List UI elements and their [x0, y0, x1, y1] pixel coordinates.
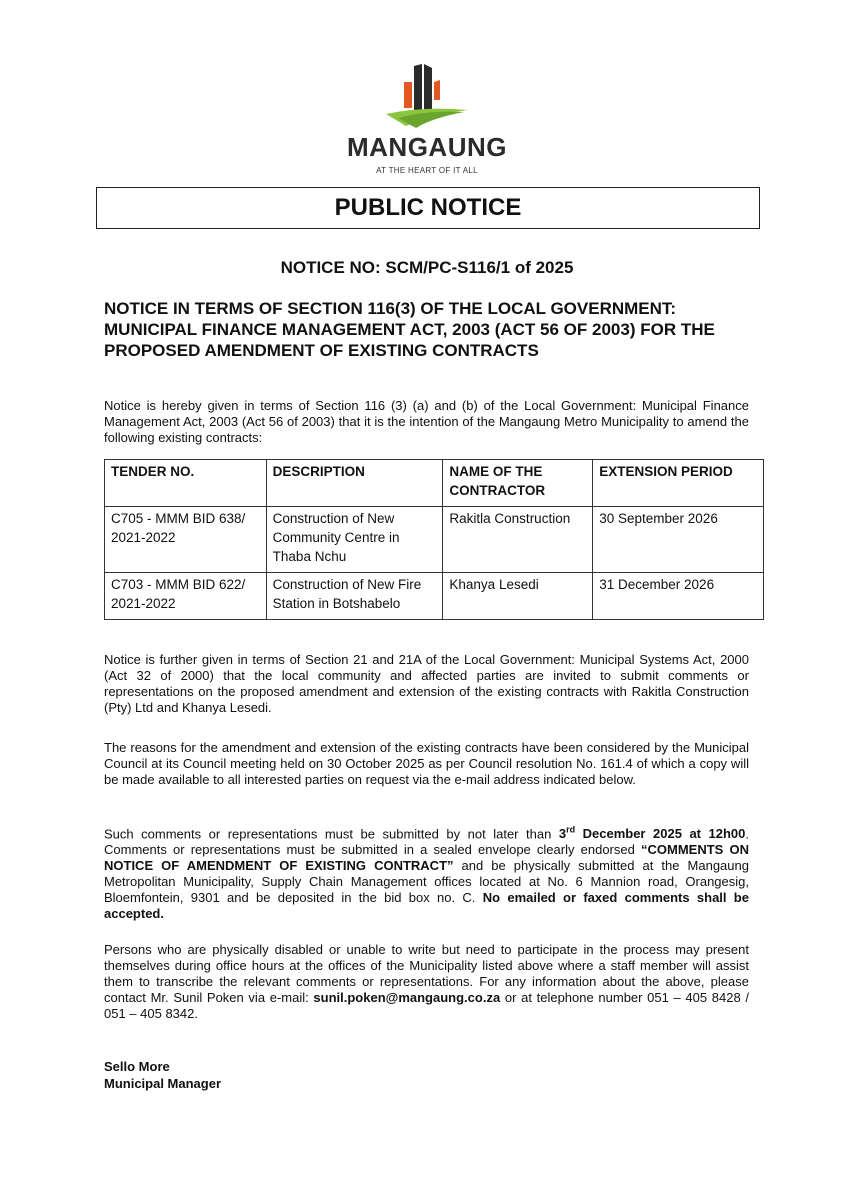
municipal-systems-paragraph: Notice is further given in terms of Section 21 and 21A of the Local Government: Municipal Systems Act, 2000 (Act 32 of 2000) that the local community and affected parties are invited to submit comments or representations on the proposed amendment and extension of the existing contracts with Rakitla Construction (Pty) Ltd and Khanya Lesedi. — [104, 652, 749, 715]
signature-block — [104, 1058, 221, 1092]
cell-extension-period: 30 September 2026 — [593, 507, 764, 573]
cell-description: Construction of New Community Centre in Thaba Nchu — [266, 507, 443, 573]
contracts-table — [104, 459, 764, 620]
header-description: DESCRIPTION — [266, 460, 443, 507]
deadline: 3rd December 2025 at 12h00 — [558, 825, 746, 842]
cell-tender-no: C705 - MMM BID 638/ 2021-2022 — [105, 507, 267, 573]
endorsement-text: “COMMENTS ON NOTICE OF AMENDMENT OF EXISTING CONTRACT” — [104, 842, 749, 874]
table-header-row — [105, 460, 764, 507]
cell-description: Construction of New Fire Station in Botshabelo — [266, 573, 443, 620]
table-row — [105, 507, 764, 573]
signatory-name: Sello More — [104, 1059, 170, 1074]
brand-tagline: AT THE HEART OF IT ALL — [376, 166, 478, 175]
mangaung-logo — [320, 52, 534, 182]
intro-paragraph: Notice is hereby given in terms of Section 116 (3) (a) and (b) of the Local Government: Municipal Finance Management Act, 2003 (Act 56 of 2003) that it is the intention of the Mangaung Metro Municipality to amend the following existing contracts: — [104, 398, 749, 445]
cell-contractor: Rakitla Construction — [443, 507, 593, 573]
notice-number: NOTICE NO: SCM/PC-S116/1 of 2025 — [280, 258, 574, 277]
no-email-warning: No emailed or faxed comments shall be accepted. — [104, 890, 749, 922]
notice-heading: NOTICE IN TERMS OF SECTION 116(3) OF THE LOCAL GOVERNMENT: MUNICIPAL FINANCE MANAGEMENT ACT, 2003 (ACT 56 OF 2003) FOR THE PROPOSED AMENDMENT OF EXISTING CONTRACTS — [104, 299, 715, 360]
cell-contractor: Khanya Lesedi — [443, 573, 593, 620]
header-extension-period: EXTENSION PERIOD — [593, 460, 764, 507]
contact-email-link[interactable]: sunil.poken@mangaung.co.za — [313, 990, 501, 1005]
header-contractor: NAME OF THE CONTRACTOR — [443, 460, 593, 507]
header-tender-no: TENDER NO. — [105, 460, 267, 507]
signatory-role: Municipal Manager — [104, 1076, 222, 1091]
skyline-logo-icon — [376, 52, 476, 132]
brand-name: MANGAUNG — [347, 132, 507, 162]
contact-paragraph: Persons who are physically disabled or unable to write but need to participate in the process may present themselves during office hours at the offices of the Municipality listed above where a staff member will assist them to transcribe the relevant comments or representations. For any information about the above, please contact Mr. Sunil Poken via e-mail: sunil.poken@mangaung.co.za or at telephone number 051 – 405 8428 / 051 – 405 8342. — [104, 942, 749, 1021]
reasons-paragraph: The reasons for the amendment and extension of the existing contracts have been considered by the Municipal Council at its Council meeting held on 30 October 2025 as per Council resolution No. 161.4 of which a copy will be made available to all interested parties on request via the e-mail address indicated below. — [104, 740, 749, 787]
cell-extension-period: 31 December 2026 — [593, 573, 764, 620]
table-row — [105, 573, 764, 620]
page-title: PUBLIC NOTICE — [96, 187, 760, 229]
submission-text: Such comments or representations must be submitted by not later than — [104, 826, 559, 842]
submission-paragraph: Such comments or representations must be submitted by not later than 3rd December 2025 at 12h00. Comments or representations must be submitted in a sealed envelope clearly endorsed “COMMENTS ON NOTICE OF AMENDMENT OF EXISTING CONTRACT” and be physically submitted at the Mangaung Metropolitan Municipality, Supply Chain Management offices located at No. 6 Mannion road, Orangesig, Bloemfontein, 9301 and be deposited in the bid box no. C. No emailed or faxed comments shall be accepted. — [104, 825, 750, 922]
cell-tender-no: C703 - MMM BID 622/ 2021-2022 — [105, 573, 267, 620]
